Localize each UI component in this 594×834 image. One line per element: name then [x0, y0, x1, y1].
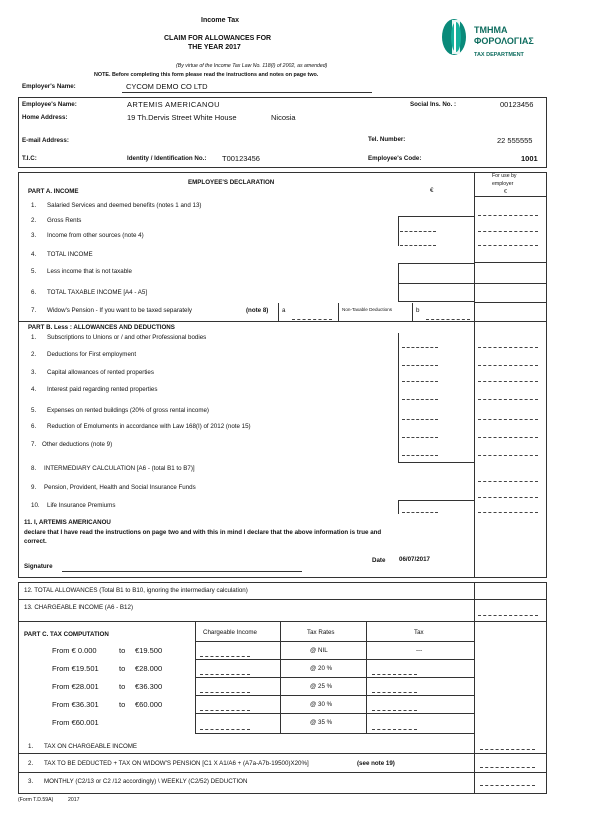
a1-num: 1. — [31, 202, 37, 209]
b5-num: 5. — [31, 407, 37, 414]
tax-department-logo — [438, 16, 470, 58]
employee-name-value[interactable]: ARTEMIS AMERICANOU — [127, 100, 220, 109]
bracket-1-to: to — [119, 646, 126, 655]
home-address-label: Home Address: — [22, 114, 68, 121]
bracket-1-tax: --- — [416, 647, 423, 654]
currency-symbol: € — [430, 187, 434, 194]
b3-num: 3. — [31, 369, 37, 376]
bracket-1-upto: €19.500 — [135, 646, 163, 655]
declare-line-3: correct. — [24, 538, 47, 545]
bracket-3-rate: @ 25 % — [310, 683, 333, 690]
bracket-1-from: From € 0.000 — [52, 646, 97, 655]
b4-num: 4. — [31, 386, 37, 393]
bracket-4-from: From €36.301 — [52, 700, 99, 709]
b9-num: 9. — [31, 484, 37, 491]
a7-nontax: Non-Taxable Deductions — [342, 307, 393, 312]
a7-label: Widow's Pension - If you want to be taxed separately — [47, 307, 192, 314]
bracket-3-to: to — [119, 682, 126, 691]
c2-note: (see note 19) — [357, 760, 395, 767]
signature-label: Signature — [24, 563, 53, 570]
declare-line-1: 11. I, ARTEMIS AMERICANOU — [24, 519, 111, 526]
employer-use-1: For use by — [492, 173, 517, 179]
claim-title-2: THE YEAR 2017 — [188, 44, 241, 51]
b5-label: Expenses on rented buildings (20% of gross rental income) — [47, 407, 209, 414]
declaration-title: EMPLOYEE'S DECLARATION — [188, 179, 275, 186]
c1-label: TAX ON CHARGEABLE INCOME — [44, 743, 138, 750]
a4-num: 4. — [31, 251, 37, 258]
employee-code-label: Employee's Code: — [368, 155, 422, 162]
employer-label: Employer's Name: — [22, 83, 76, 90]
employee-box — [18, 97, 547, 168]
part-c-title: PART C. TAX COMPUTATION — [24, 631, 109, 638]
b7-num: 7. — [31, 441, 37, 448]
claim-title-1: CLAIM FOR ALLOWANCES FOR — [164, 35, 272, 42]
tel-label: Tel. Number: — [368, 136, 406, 143]
bracket-4-rate: @ 30 % — [310, 701, 333, 708]
employer-use-2: employer — [492, 181, 514, 187]
a1-label: Salaried Services and deemed benefits (notes 1 and 13) — [47, 202, 202, 209]
bracket-3-upto: €36.300 — [135, 682, 163, 691]
logo-text-1: ΤΜΗΜΑ — [474, 25, 508, 35]
b1-num: 1. — [31, 334, 37, 341]
email-label: E-mail Address: — [22, 137, 69, 144]
a6-label: TOTAL TAXABLE INCOME [A4 - A5] — [47, 289, 148, 296]
b4-label: Interest paid regarding rented properties — [47, 386, 158, 393]
bracket-2-rate: @ 20 % — [310, 665, 333, 672]
b2-num: 2. — [31, 351, 37, 358]
employer-value[interactable]: CYCOM DEMO CO LTD — [126, 82, 208, 91]
bracket-2-from: From €19.501 — [52, 664, 99, 673]
total-allowances-label: 12. TOTAL ALLOWANCES (Total B1 to B10, ignoring the intermediary calculation) — [24, 587, 248, 594]
col-tax: Tax — [414, 629, 424, 636]
chargeable-income-label: 13. CHARGEABLE INCOME (A6 - B12) — [24, 604, 134, 611]
bracket-5-rate: @ 35 % — [310, 719, 333, 726]
employer-use-3: € — [504, 189, 507, 195]
part-b-title: PART B. Less : ALLOWANCES AND DEDUCTIONS — [28, 324, 175, 331]
c3-num: 3. — [28, 778, 34, 785]
bracket-2-upto: €28.000 — [135, 664, 163, 673]
c3-label: MONTHLY (C2/13 or C2 /12 accordingly) \ WEEKLY (C2/52) DEDUCTION — [44, 778, 248, 785]
b3-label: Capital allowances of rented properties — [47, 369, 154, 376]
form-title: Income Tax — [201, 17, 239, 24]
b10-num: 10. — [31, 502, 40, 509]
social-ins-value[interactable]: 00123456 — [500, 100, 534, 109]
bracket-1-rate: @ NIL — [310, 647, 328, 654]
col-rates: Tax Rates — [307, 629, 335, 636]
b6-label: Reduction of Emoluments in accordance with Law 168(I) of 2012 (note 15) — [47, 423, 251, 430]
signature-line[interactable] — [62, 571, 302, 572]
part-a-title: PART A. INCOME — [28, 188, 79, 195]
c2-num: 2. — [28, 760, 34, 767]
tel-value[interactable]: 22 555555 — [497, 136, 533, 145]
bracket-4-upto: €60.000 — [135, 700, 163, 709]
bracket-5-from: From €60.001 — [52, 718, 99, 727]
form-year: 2017 — [68, 797, 80, 803]
social-ins-label: Social Ins. No. : — [410, 101, 457, 108]
b2-label: Deductions for First employment — [47, 351, 137, 358]
b1-label: Subscriptions to Unions or / and other Professional bodies — [47, 334, 207, 341]
col-chargeable: Chargeable Income — [203, 629, 258, 636]
bracket-3-from: From €28.001 — [52, 682, 99, 691]
a7-num: 7. — [31, 307, 37, 314]
law-subtitle: (By virtue of the Income Tax Law No. 118(I) of 2002, as amended) — [176, 63, 328, 69]
a7-note: (note 8) — [246, 307, 269, 314]
a2-num: 2. — [31, 217, 37, 224]
a7-b: b — [416, 307, 420, 314]
b8-num: 8. — [31, 465, 37, 472]
a6-num: 6. — [31, 289, 37, 296]
a7-a: a — [282, 307, 286, 314]
declare-line-2: declare that I have read the instructions on page two and with this in mind I declare that the above information is true and — [24, 529, 382, 536]
logo-text-2: ΦΟΡΟΛΟΓΙΑΣ — [474, 36, 534, 46]
employee-name-label: Employee's Name: — [22, 101, 77, 108]
a2-label: Gross Rents — [47, 217, 82, 224]
a5-label: Less income that is not taxable — [47, 268, 132, 275]
note-text: NOTE. Before completing this form please read the instructions and notes on page two. — [94, 72, 319, 78]
a5-num: 5. — [31, 268, 37, 275]
b9-label: Pension, Provident, Health and Social Insurance Funds — [44, 484, 196, 491]
logo-text-3: TAX DEPARTMENT — [474, 52, 524, 58]
date-value[interactable]: 06/07/2017 — [399, 556, 430, 563]
b10-label: Life Insurance Premiums — [47, 502, 116, 509]
home-address-value[interactable]: 19 Th.Dervis Street White House — [127, 113, 237, 122]
id-value[interactable]: T00123456 — [222, 154, 260, 163]
bracket-4-to: to — [119, 700, 126, 709]
tic-label: T.I.C: — [22, 155, 37, 162]
id-label: Identity / Identification No.: — [127, 155, 207, 162]
employee-code-value[interactable]: 1001 — [521, 154, 538, 163]
b7-label: Other deductions (note 9) — [42, 441, 113, 448]
c1-num: 1. — [28, 743, 34, 750]
form-code: (Form T.D.59A) — [18, 797, 54, 803]
b8-label: INTERMEDIARY CALCULATION [A6 - (total B1 to B7)] — [44, 465, 195, 472]
a4-label: TOTAL INCOME — [47, 251, 93, 258]
city-value[interactable]: Nicosia — [271, 113, 296, 122]
b6-num: 6. — [31, 423, 37, 430]
c2-label: TAX TO BE DEDUCTED + TAX ON WIDOW'S PENSION [C1 X A1/A6 + (A7a-A7b-19500)X20%] — [44, 760, 309, 767]
a3-num: 3. — [31, 232, 37, 239]
date-label: Date — [372, 557, 386, 564]
bracket-2-to: to — [119, 664, 126, 673]
a3-label: Income from other sources (note 4) — [47, 232, 144, 239]
